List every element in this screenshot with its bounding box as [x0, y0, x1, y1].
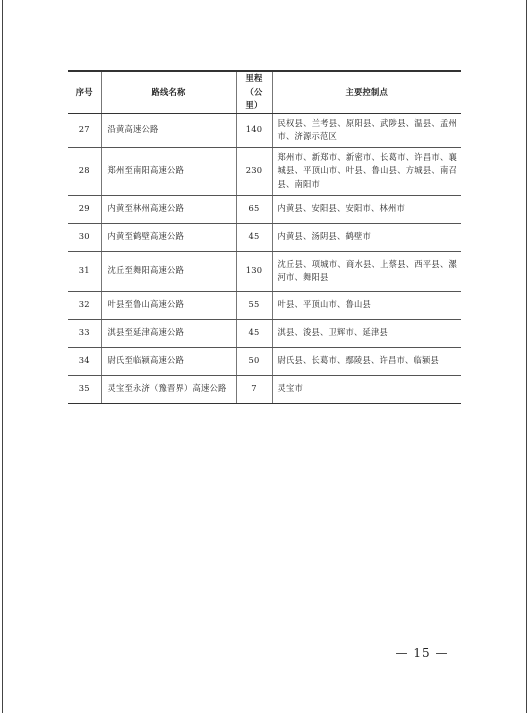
cell-seq: 28: [68, 147, 101, 195]
cell-mileage: 55: [236, 291, 272, 319]
cell-seq: 32: [68, 291, 101, 319]
table-header-row: [68, 71, 461, 113]
cell-mileage: 45: [236, 223, 272, 251]
header-mileage-line1: 里程: [245, 73, 263, 83]
cell-control-points: 沈丘县、项城市、商水县、上蔡县、西平县、漯河市、舞阳县: [272, 251, 461, 291]
cell-control-points: 叶县、平顶山市、鲁山县: [272, 291, 461, 319]
header-mileage: [236, 71, 272, 113]
cell-control-points: 郑州市、新郑市、新密市、长葛市、许昌市、襄城县、平顶山市、叶县、鲁山县、方城县、南召县、南阳市: [272, 147, 461, 195]
header-mileage-line2: （公里）: [245, 86, 263, 110]
table-row: [68, 251, 461, 291]
cell-control-points: 民权县、兰考县、原阳县、武陟县、温县、孟州市、济源示范区: [272, 113, 461, 147]
header-seq: 序号: [68, 71, 101, 113]
table-row: [68, 195, 461, 223]
cell-mileage: 130: [236, 251, 272, 291]
cell-control-points: 内黄县、汤阴县、鹤壁市: [272, 223, 461, 251]
cell-seq: 29: [68, 195, 101, 223]
cell-mileage: 65: [236, 195, 272, 223]
cell-route-name: 沈丘至舞阳高速公路: [101, 251, 236, 291]
cell-seq: 33: [68, 319, 101, 347]
cell-mileage: 7: [236, 375, 272, 403]
cell-route-name: 内黄至鹤壁高速公路: [101, 223, 236, 251]
header-control-points: 主要控制点: [272, 71, 461, 113]
page-edge-left: [2, 0, 3, 713]
page-number: — 15 —: [395, 646, 449, 660]
cell-seq: 30: [68, 223, 101, 251]
cell-mileage: 140: [236, 113, 272, 147]
table-row: [68, 223, 461, 251]
cell-control-points: 灵宝市: [272, 375, 461, 403]
table-row: [68, 147, 461, 195]
expressway-route-table: [68, 70, 461, 404]
cell-control-points: 内黄县、安阳县、安阳市、林州市: [272, 195, 461, 223]
cell-seq: 31: [68, 251, 101, 291]
cell-route-name: 灵宝至永济（豫晋界）高速公路: [101, 375, 236, 403]
cell-route-name: 叶县至鲁山高速公路: [101, 291, 236, 319]
cell-seq: 35: [68, 375, 101, 403]
table-row: [68, 375, 461, 403]
cell-mileage: 50: [236, 347, 272, 375]
cell-mileage: 45: [236, 319, 272, 347]
cell-route-name: 郑州至南阳高速公路: [101, 147, 236, 195]
cell-route-name: 尉氏至临颍高速公路: [101, 347, 236, 375]
cell-seq: 27: [68, 113, 101, 147]
cell-seq: 34: [68, 347, 101, 375]
header-route-name: 路线名称: [101, 71, 236, 113]
table-row: [68, 319, 461, 347]
page-edge-right: [526, 0, 527, 713]
table-row: [68, 347, 461, 375]
table-row: [68, 291, 461, 319]
cell-route-name: 内黄至林州高速公路: [101, 195, 236, 223]
cell-control-points: 淇县、浚县、卫辉市、延津县: [272, 319, 461, 347]
cell-mileage: 230: [236, 147, 272, 195]
cell-control-points: 尉氏县、长葛市、鄢陵县、许昌市、临颍县: [272, 347, 461, 375]
cell-route-name: 沿黄高速公路: [101, 113, 236, 147]
cell-route-name: 淇县至延津高速公路: [101, 319, 236, 347]
table-row: [68, 113, 461, 147]
